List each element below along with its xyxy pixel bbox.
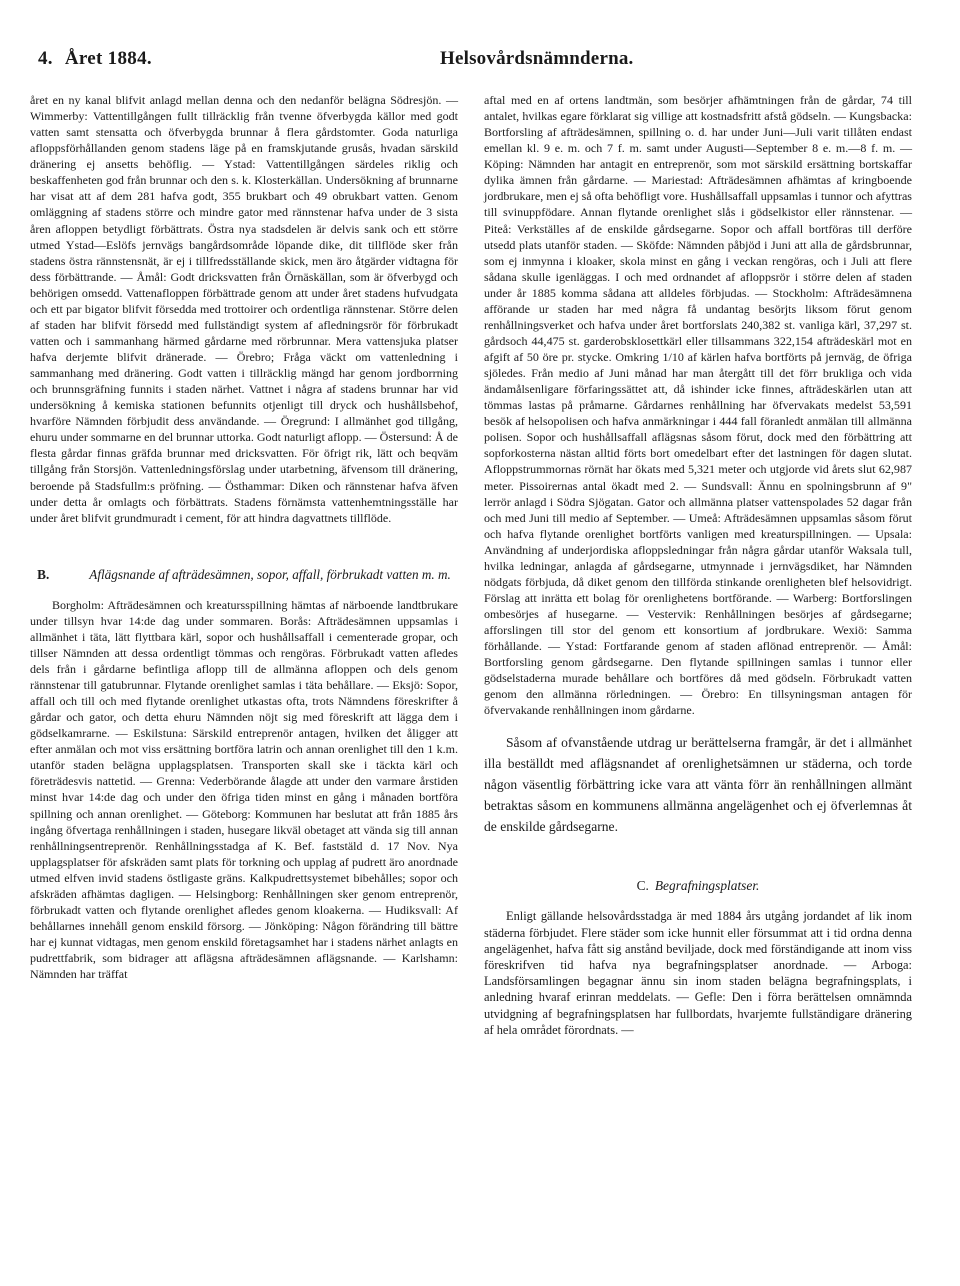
section-c-heading (484, 877, 912, 894)
section-b-mark: B. (37, 566, 50, 582)
right-paragraph-3: Enligt gällande helsovårdsstadga är med 1884 års utgång jordandet af lik inom städerna förbjudet. Flere städer som icke hunnit eller försummat att i tid ordna denna angelägenhet, hafva fått sig anstånd beviljade, dock med förständigande att inom viss föreskrifven tid hafva nya begrafningsplatser anordnade. — Arboga: Landsförsamlingen begagnar ännu sin inom staden belägna begrafningsplats, i anledning hvaraf erinran meddelats. — Gefle: Den i förra berättelsen omnämnda utvidgning af begrafningsplatsen har fullbordats, hvarjemte fullständigare dränering af hela området förordnats. — (484, 909, 912, 1037)
right-column (484, 92, 912, 1038)
section-c-mark: C. (636, 878, 649, 894)
right-paragraph-2: Såsom af ofvanstående utdrag ur berättelserna framgår, är det i allmänhet illa beställdt med aflägsnandet af orenlighetsämnen ur städerna, och torde någon väsentlig förbättring icke vara att vänta förr än renhållningen allmänt betraktas såsom en kommunens allmänna angelägenhet och ej öfverlemnas åt de enskilde gårdsegarne. (484, 735, 912, 835)
year-title: Året 1884. (64, 48, 152, 69)
right-paragraph-1: aftal med en af ortens landtmän, som besörjer afhämtningen från de gårdar, 74 till antalet, hvilkas egare förklarat sig villige att kostnadsfritt afstå gödseln. — Kungsbacka: Bortforsling af afträdesämnen, spillning o. d. har under Juni—Juli varit tillåten endast emellan kl. 9 e. m. och 7 f. m. samt under Augusti—September 8 e. m.—8 f. m. — Köping: Nämnden har antagit en entreprenör, som mot särskild ersättning bortskaffar dylika ämnen från gårdarne. — Mariestad: Afträdesämnen afhämtas af kringboende jordbrukare, men ej så ofta behöfligt vore. Hushållsaffall uppsamlas i tunnor och afyttras till svinuppfödare. Annan flytande orenlighet slås i gödselkistor eller rännstenar. — Piteå: Verkställes af de enskilde gårdsegarne. Sopor och affall bortföras till derföre utsedd plats utanför staden. — Sköfde: Nämnden påbjöd i Juni att alla de gårdsbrunnar, som ej inmynna i kloaker, skola minst en gång i veckan rengöras, och i Juli att flere sådana skulle igenläggas. I och med ordnandet af afloppsrör i större delen af staden under år 1885 komma sådana att alldeles förbjudas. — Stockholm: Afträdesämnena afförande ur staden har med några få undantag besörjts liksom förut genom renhållningsverket och hafva under året bortforslats 240,382 st. vanliga kärl, 37,297 st. gårdsoch 44,475 st. garderobsklosettkärl eller tillsammans 322,154 afträdeskärl mot en afgift af 50 öre pr. stycke. Omkring 1/10 af kärlen hafva bortförts på jernväg, de öfriga sjöledes. Från medio af Juni månad har man återgått till det förr brukliga och vida ändamålsenligare förfaringssättet att, då ishinder icke finnes, afträdeskärlen utan att tömmas lastas på pråmarne. Gårdarnes renhållning har öfvervakats medelst 53,591 besök af helsopolisen och hafva anmärkningar i 444 fall föranledt anmälan till allmänna polisen. Sopor och hushållsaffall aflägsnas såsom förut, dock med den förbättring att sopforkosterna nästan alltid förts bort omedelbart efter det lastningen för dagen slutat. Afloppstrummornas rörnät har ökats med 5,321 meter och utgjorde vid årets slut 62,987 meter. Pissoirernas antal ökadt med 2. — Sundsvall: Ännu en spolningsbrunn af 9" lerrör anlagd i Södra Sjögatan. Gator och allmänna platser vattenspolades 52 dagar från och med Juni till medio af September. — Umeå: Afträdesämnen uppsamlas såsom förut och hafva flytande orenlighet bortförts vanligen med kreaturspillningen. — Upsala: Användning af underjordiska afloppsledningar från några gårdar utanför Waksala tull, hvilka ledningar, anlagda af gårdsegarne, utmynnade i jernvägsdiket, har Nämnden nödgats förbjuda, då diket genom den tillförda stinkande orenligheten blef helsovidrigt. Förslag att inrätta ett bolag för orenlighetens bortförande. — Warberg: Bortforslingen ombesörjes af husegarne. — Vestervik: Renhållningen besörjes af gårdsegarne; afforslingen till stor del genom ett konsortium af jordbrukare. Wexiö: Samma förhållande. — Ystad: Fortfarande genom af staden aflönad entreprenör. — Åmål: Bortforsling genom gårdsegarne. Den flytande spillningen samlas i tunnor eller gödselstaderna murade behållare och bortföres då med gödseln. Förbrukadt vatten genom den allmänna rörledningen. — Örebro: En tillsyningsman antagen för öfvervakande renhållningen inom gårdarne. (484, 93, 912, 718)
section-c-title: Begrafningsplatser. (654, 878, 760, 894)
section-b-heading (30, 566, 458, 583)
section-spacer (484, 894, 912, 908)
section-spacer (30, 583, 458, 597)
page-header-left (38, 48, 152, 70)
left-paragraph-2: Borgholm: Afträdesämnen och kreatursspillning hämtas af närboende landtbrukare under tillsyn hvar 14:de dag under sommaren. Borås: Afträdesämnen uppsamlas i allmänhet i täta, lätt flyttbara kärl, sopor och hushållsaffall i cementerade gropar, och tillser Nämnden att dessa ordentligt tömmas och rengöras. Förbrukadt vatten afledes dels från i gårdarne befintliga aflopp till de allmänna afloppen och dels genom rännstenar till gatubrunnar. Flytande orenlighet samlas i täta behållare. — Eksjö: Sopor, affall och till och med flytande orenlighet utkastas ofta, trots Nämndens föreskrifter å gårdar och gator, och detta ehuru Nämnden nöjt sig med föreskrift att lägga dem i gödselkamrarne. — Eskilstuna: Särskild entreprenör antagen, hvilken det åligger att efter anmälan och mot viss ersättning bortföra latrin och annan orenlighet till den 1 k.m. utanför staden belägna upplagsplatsen. Transporten skall ske i täckta kärl och företrädesvis nattetid. — Grenna: Vederbörande ålagde att under den varmare årstiden minst hvar 14:de dag och under den öfriga tiden minst en gång i månaden bortföra spillning och annan orenlighet. — Göteborg: Kommunen har beslutat att från 1885 års ingång öfvertaga renhållningen i staden, husegare likväl obetaget att vända sig till annan renhållningsentreprenör. Renhållningsstadga af K. Bef. faststäld d. 17 Nov. Nya upplagsplatser för afskräden samt plats för torkning och upplag af pudrett äro anordnade utmed elfven invid stadens östligaste gräns. Kalkpudrettsystemet bibehålles; sopor och afskräden afhämtas dagligen. — Helsingborg: Renhållningen sker genom entreprenör, förbrukadt vatten och flytande orenlighet afledes genom kloakerna. — Hudiksvall: Af behållarnes innehåll genom enskild försorg. — Jönköping: Någon förändring till bättre har ej kunnat vidtagas, men genom enskild företagsamhet har i stadens närhet anlagts en pudrettfabrik, som bidrager att aflägsna afträdesämnen aflägsnande. — Karlshamn: Nämnden har träffat (30, 597, 458, 982)
page-number: 4. (38, 48, 53, 69)
left-paragraph-1: året en ny kanal blifvit anlagd mellan denna och den nedanför belägna Södresjön. — Wimmerby: Vattentillgången fullt tillräcklig från tvenne öfverbygda källor med godt vatten samt stensatta och öfverbygda brunnar å flera gårdstomter. Goda naturliga afloppsförhållanden genom stadens läge på en framskjutande grusås, hvadan särskild dränering ej ansetts behöflig. — Ystad: Vattentillgången särdeles riklig och beskaffenheten god från brunnar och den s. k. Klosterkällan. Undersökning af brunnarne har visat att af dem 281 hafva godt, 355 brukbart och 49 obrukbart vatten. Genom omläggning af stadens större och mindre gator med rännstenar hafva under de 3 sista åren afloppen betydligt förbättrats. Östra nya stadsdelen är delvis sank och ett större utmed Ystad—Eslöfs jernvägs bangårdsområde löpande dike, dit tillflöde sker från stadens östra rännstensnät, är ej i tillfredsställande skick, men äro åtgärder vidtagna för dess förbättrande. — Åmål: Godt dricksvatten från Örnäskällan, som är öfverbygd och behörigen omsedd. Vattenafloppen förbättrade genom att under året stadens hufvudgata och ett par bigator blifvit försedda med trottoirer och ordentliga rännstenar. Större delen af staden har blifvit försedd med fullständigt system af afledningsrör för förbrukadt vatten och i sammanhang härmed gårdarne med rörbrunnar. Mera vattensjuka platser hafva derjemte blifvit dränerade. — Örebro; Fråga väckt om vattenledning i sammanhang med dränering. Godt vatten i tillräcklig mängd har genom jordborrning och brunnsgräfning funnits i staden närhet. Vattnet i några af stadens brunnar har vid undersökning å kemiska stationen befunnits otjenligt till dryck och hushållsbehof, hvarföre Nämnden förbjudit dess användande. — Öregrund: I allmänhet god tillgång, ehuru under sommarne en del brunnar uttorka. Godt naturligt aflopp. — Östersund: Å de flesta gårdar finnas gräfda brunnar med dricksvatten. För öfrigt rik, lätt och beqväm tillgång från Storsjön. Vattenledningsförslag under utarbetning, äfvensom till dränering, beroende på Stadsfullm:s pröfning. — Östhammar: Diken och rännstenar hafva äfven under detta år omlagts och förbättrats. Stadens förnämsta vattenhemtningsställe har under året blifvit grundmuradt i cement, för att hindra dagvattnets tillflöde. (30, 93, 458, 525)
section-spacer (30, 526, 458, 566)
section-title: Helsovårdsnämnderna. (440, 48, 634, 69)
page-header (38, 48, 918, 76)
section-spacer (484, 837, 912, 877)
section-spacer (484, 718, 912, 732)
left-column (30, 92, 458, 982)
section-b-title: Aflägsnande af afträdesämnen, sopor, affall, förbrukadt vatten m. m. (89, 566, 451, 582)
